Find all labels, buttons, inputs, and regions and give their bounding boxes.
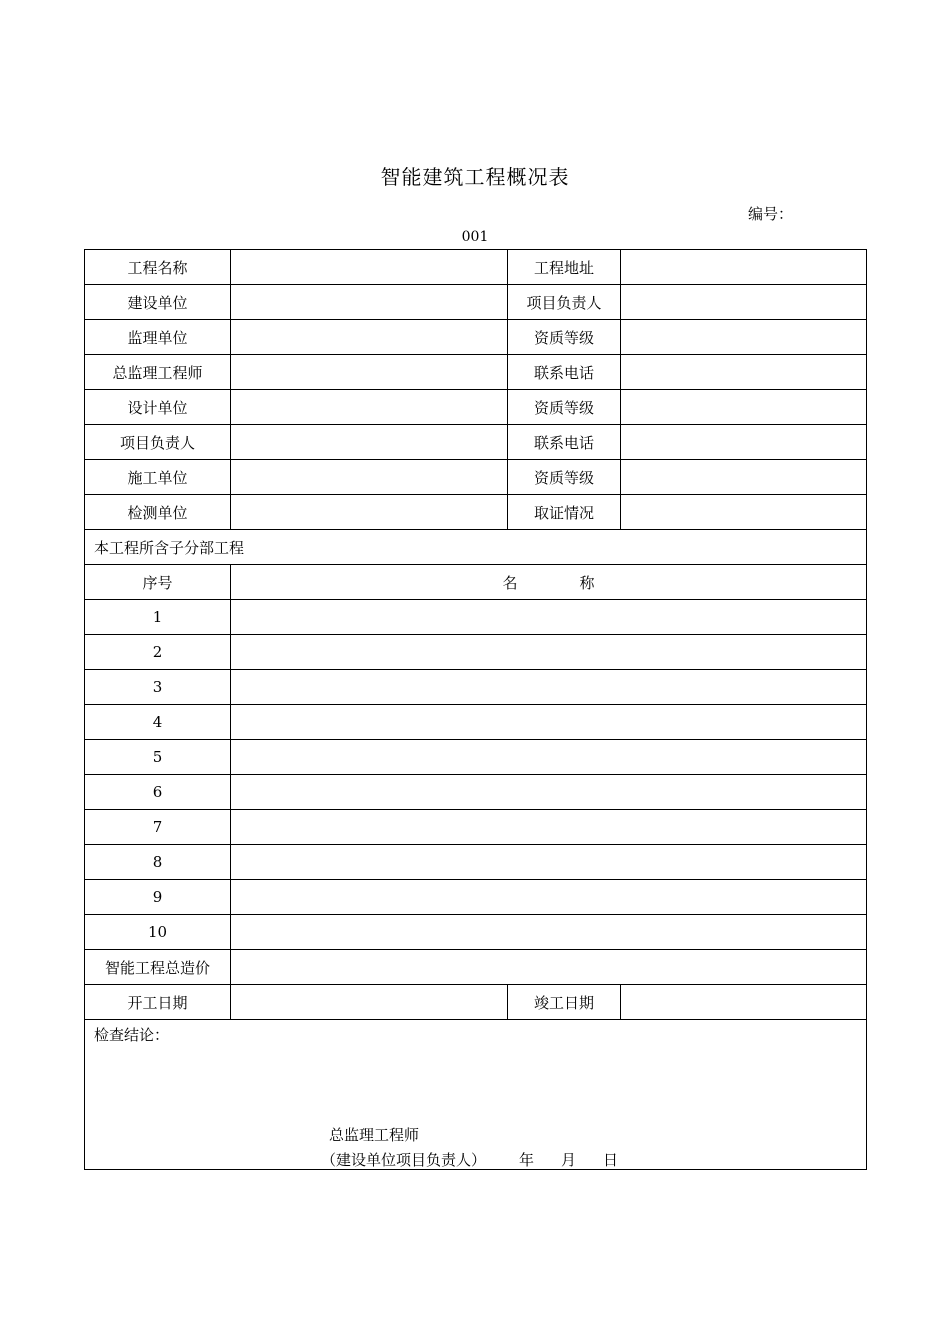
chief-supervisor-phone-field[interactable] (621, 355, 867, 390)
table-row (85, 705, 867, 740)
table-row (85, 810, 867, 845)
info-row (85, 460, 867, 495)
row-seq: 5 (85, 740, 231, 775)
field-label: 取证情况 (508, 495, 621, 530)
row-seq: 3 (85, 670, 231, 705)
table-row (85, 600, 867, 635)
row-seq: 8 (85, 845, 231, 880)
field-label: 监理单位 (85, 320, 231, 355)
field-label: 资质等级 (508, 460, 621, 495)
seq-column-header: 序号 (85, 565, 231, 600)
row-seq: 9 (85, 880, 231, 915)
table-row (85, 670, 867, 705)
info-row (85, 390, 867, 425)
testing-unit-field[interactable] (231, 495, 508, 530)
owner-project-lead-field[interactable] (621, 285, 867, 320)
conclusion-label: 检查结论： (94, 1026, 170, 1044)
project-name-field[interactable] (231, 250, 508, 285)
info-row (85, 250, 867, 285)
info-row (85, 425, 867, 460)
field-label: 项目负责人 (508, 285, 621, 320)
subsection-name-field[interactable] (231, 880, 867, 915)
end-date-field[interactable] (621, 985, 867, 1020)
row-seq: 7 (85, 810, 231, 845)
chief-supervisor-field[interactable] (231, 355, 508, 390)
field-label: 项目负责人 (85, 425, 231, 460)
table-row (85, 740, 867, 775)
field-label: 工程名称 (85, 250, 231, 285)
row-seq: 6 (85, 775, 231, 810)
signer-label: 总监理工程师 (329, 1126, 420, 1144)
overview-form (84, 249, 867, 1170)
design-project-lead-field[interactable] (231, 425, 508, 460)
subsection-heading: 本工程所含子分部工程 (85, 530, 867, 565)
subsection-heading-row (85, 530, 867, 565)
field-label: 设计单位 (85, 390, 231, 425)
subsection-name-field[interactable] (231, 635, 867, 670)
info-row (85, 320, 867, 355)
project-address-field[interactable] (621, 250, 867, 285)
subsection-name-field[interactable] (231, 915, 867, 950)
dates-row (85, 985, 867, 1020)
supervision-unit-field[interactable] (231, 320, 508, 355)
row-seq: 1 (85, 600, 231, 635)
row-seq: 2 (85, 635, 231, 670)
construction-unit-field[interactable] (231, 460, 508, 495)
start-date-field[interactable] (231, 985, 508, 1020)
owner-unit-field[interactable] (231, 285, 508, 320)
table-row (85, 845, 867, 880)
start-date-label: 开工日期 (85, 985, 231, 1020)
design-qualification-field[interactable] (621, 390, 867, 425)
field-label: 资质等级 (508, 320, 621, 355)
field-label: 联系电话 (508, 425, 621, 460)
year-label: 年 (519, 1151, 535, 1169)
page-title: 智能建筑工程概况表 (380, 165, 570, 189)
field-label: 资质等级 (508, 390, 621, 425)
conclusion-cell[interactable] (85, 1020, 867, 1170)
table-row (85, 915, 867, 950)
subsection-header-row (85, 565, 867, 600)
table-row (85, 635, 867, 670)
field-label: 总监理工程师 (85, 355, 231, 390)
end-date-label: 竣工日期 (508, 985, 621, 1020)
field-label: 施工单位 (85, 460, 231, 495)
name-column-header (231, 565, 867, 600)
info-row (85, 495, 867, 530)
day-label: 日 (603, 1151, 619, 1169)
certification-status-field[interactable] (621, 495, 867, 530)
month-label: 月 (561, 1151, 577, 1169)
info-row (85, 285, 867, 320)
design-unit-field[interactable] (231, 390, 508, 425)
total-cost-row (85, 950, 867, 985)
signer-alt-label: （建设单位项目负责人） (321, 1151, 487, 1169)
subsection-name-field[interactable] (231, 670, 867, 705)
subsection-name-field[interactable] (231, 845, 867, 880)
table-row (85, 775, 867, 810)
field-label: 检测单位 (85, 495, 231, 530)
row-seq: 4 (85, 705, 231, 740)
subsection-name-field[interactable] (231, 810, 867, 845)
subsection-name-field[interactable] (231, 775, 867, 810)
design-lead-phone-field[interactable] (621, 425, 867, 460)
construction-qualification-field[interactable] (621, 460, 867, 495)
table-row (85, 880, 867, 915)
subsection-name-field[interactable] (231, 705, 867, 740)
info-row (85, 355, 867, 390)
supervision-qualification-field[interactable] (621, 320, 867, 355)
name-header-part2: 称 (579, 573, 595, 592)
field-label: 工程地址 (508, 250, 621, 285)
field-label: 建设单位 (85, 285, 231, 320)
total-cost-field[interactable] (231, 950, 867, 985)
subsection-name-field[interactable] (231, 740, 867, 775)
serial-value: 001 (461, 229, 489, 245)
row-seq: 10 (85, 915, 231, 950)
signature-line (321, 1149, 618, 1170)
total-cost-label: 智能工程总造价 (85, 950, 231, 985)
subsection-name-field[interactable] (231, 600, 867, 635)
name-header-part1: 名 (502, 573, 518, 592)
serial-label: 编号： (748, 205, 794, 223)
conclusion-row (85, 1020, 867, 1170)
field-label: 联系电话 (508, 355, 621, 390)
